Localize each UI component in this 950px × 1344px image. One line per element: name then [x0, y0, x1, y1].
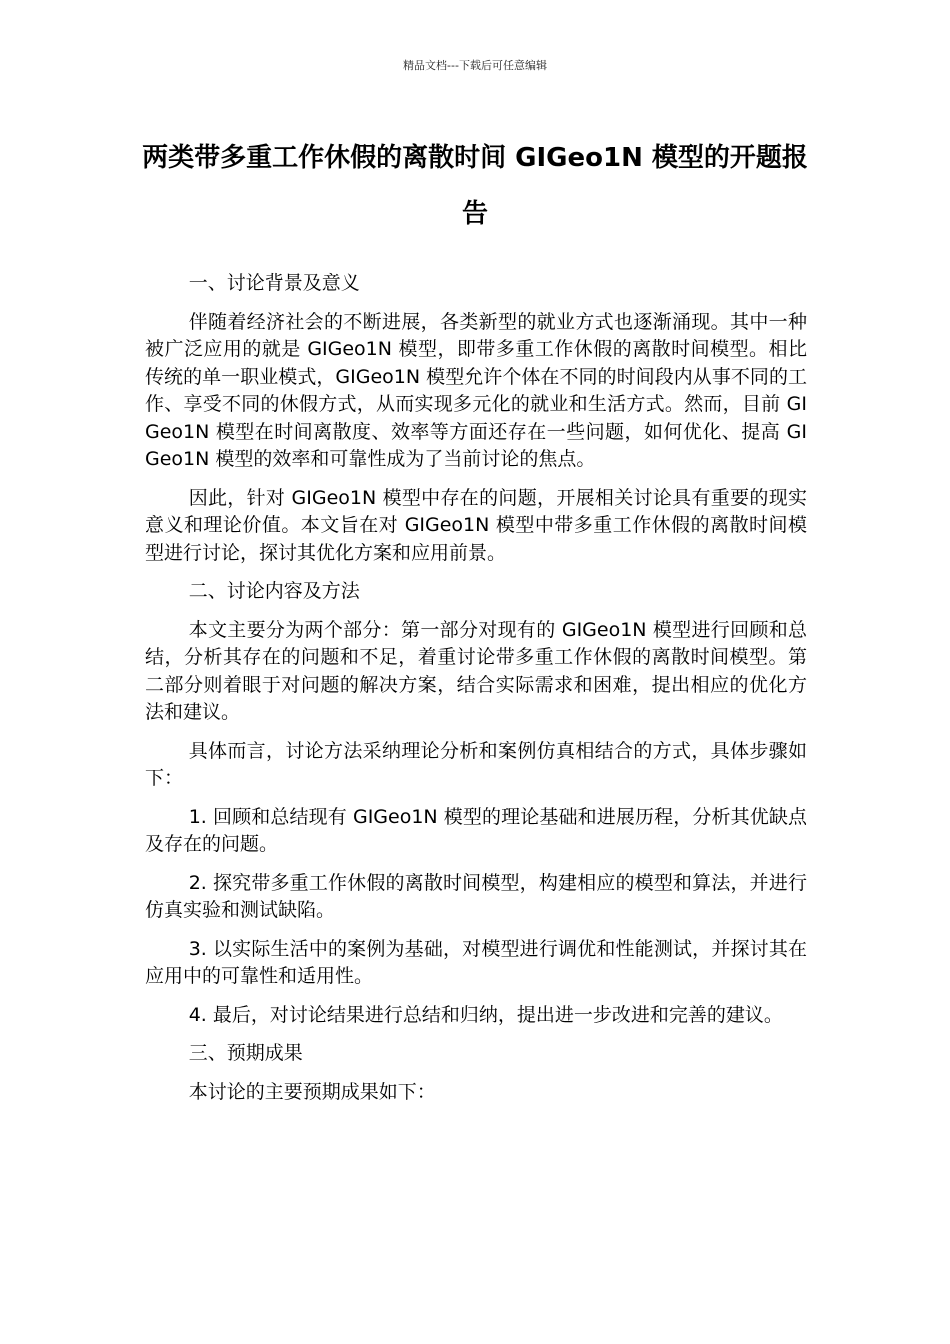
list-item-step-1: 1. 回顾和总结现有 GIGeo1N 模型的理论基础和进展历程，分析其优缺点及存在的问题。 — [145, 805, 807, 855]
paragraph: 本讨论的主要预期成果如下： — [188, 1080, 436, 1103]
section-heading-expected-results: 三、预期成果 — [188, 1042, 303, 1064]
list-item-step-3: 3. 以实际生活中的案例为基础，对模型进行调优和性能测试，并探讨其在应用中的可靠性和适用性。 — [145, 937, 807, 987]
list-item-step-2: 2. 探究带多重工作休假的离散时间模型，构建相应的模型和算法，并进行仿真实验和测试缺陷。 — [145, 871, 807, 921]
header-note: 精品文档---下载后可任意编辑 — [403, 59, 547, 72]
document-body — [145, 270, 807, 1117]
list-item-step-4: 4. 最后，对讨论结果进行总结和归纳，提出进一步改进和完善的建议。 — [188, 1003, 783, 1026]
paragraph: 伴随着经济社会的不断进展，各类新型的就业方式也逐渐涌现。其中一种被广泛应用的就是 GIGeo1N 模型，即带多重工作休假的离散时间模型。相比传统的单一职业模式，GIGeo1N 模型允许个体在不同的时间段内从事不同的工作、享受不同的休假方式，从而实现多元化的就业和生活方式。然而，目前 GIGeo1N 模型在时间离散度、效率等方面还存在一些问题，如何优化、提高 GIGeo1N 模型的效率和可靠性成为了当前讨论的焦点。 — [145, 310, 807, 470]
paragraph: 本文主要分为两个部分：第一部分对现有的 GIGeo1N 模型进行回顾和总结，分析其存在的问题和不足，着重讨论带多重工作休假的离散时间模型。第二部分则着眼于对问题的解决方案，结合实际需求和困难，提出相应的优化方法和建议。 — [145, 618, 807, 723]
section-heading-background: 一、讨论背景及意义 — [188, 272, 360, 294]
paragraph: 具体而言，讨论方法采纳理论分析和案例仿真相结合的方式，具体步骤如下： — [145, 739, 807, 789]
section-heading-content-methods: 二、讨论内容及方法 — [188, 580, 360, 602]
document-title: 两类带多重工作休假的离散时间 GIGeo1N 模型的开题报告 — [142, 143, 808, 229]
paragraph: 因此，针对 GIGeo1N 模型中存在的问题，开展相关讨论具有重要的现实意义和理论价值。本文旨在对 GIGeo1N 模型中带多重工作休假的离散时间模型进行讨论，探讨其优化方案和应用前景。 — [145, 486, 807, 564]
